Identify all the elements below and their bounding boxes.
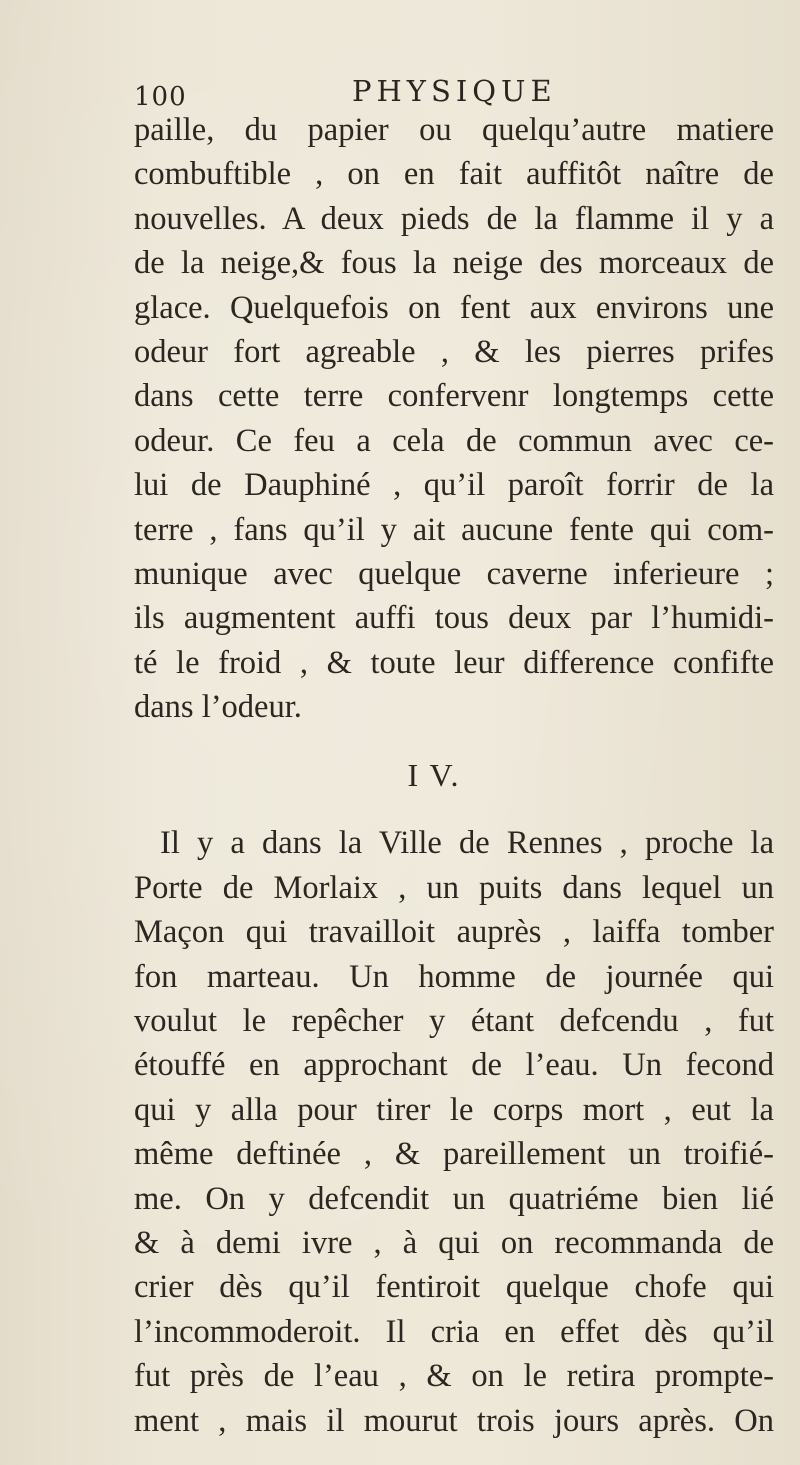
text-line: même deftinée , & pareillement un troifié- bbox=[134, 1136, 774, 1173]
text-line: & à demi ivre , à qui on recommanda de bbox=[134, 1224, 774, 1261]
text-line: Porte de Morlaix , un puits dans lequel un bbox=[134, 869, 774, 906]
text-line: paille, du papier ou quelqu’autre matiere bbox=[134, 112, 774, 148]
paragraph-2 bbox=[134, 821, 774, 1442]
text-line: fon marteau. Un homme de journée qui bbox=[134, 958, 774, 995]
text-line: glace. Quelquefois on fent aux environs une bbox=[134, 289, 774, 326]
text-line: munique avec quelque caverne inferieure ; bbox=[134, 555, 774, 592]
text-line: odeur fort agreable , & les pierres prifes bbox=[134, 333, 774, 370]
section-heading: I V. bbox=[407, 757, 461, 794]
paragraph-1 bbox=[134, 108, 774, 729]
text-line: Maçon qui travailloit auprès , laiffa tomber bbox=[134, 914, 774, 951]
text-line: étouffé en approchant de l’eau. Un fecond bbox=[134, 1047, 774, 1084]
text-line: qui y alla pour tirer le corps mort , eut la bbox=[134, 1091, 774, 1128]
text-line: Il y a dans la Ville de Rennes , proche la bbox=[160, 825, 774, 862]
text-line: terre , fans qu’il y ait aucune fente qui com- bbox=[134, 511, 774, 548]
text-line: voulut le repêcher y étant defcendu , fut bbox=[134, 1003, 774, 1040]
body-text bbox=[134, 108, 774, 1443]
text-line: nouvelles. A deux pieds de la flamme il y a bbox=[134, 200, 774, 237]
text-line: fut près de l’eau , & on le retira prompte- bbox=[134, 1358, 774, 1395]
text-line: dans cette terre confervenr longtemps cette bbox=[134, 378, 774, 415]
running-title: PHYSIQUE bbox=[352, 74, 557, 108]
text-line: l’incommoderoit. Il cria en effet dès qu’il bbox=[134, 1313, 774, 1350]
text-line: me. On y defcendit un quatriéme bien lié bbox=[134, 1180, 774, 1217]
text-line: ment , mais il mourut trois jours après. On bbox=[134, 1402, 774, 1439]
text-line: combuftible , on en fait auffitôt naître de bbox=[134, 156, 774, 193]
page-number: 100 bbox=[134, 82, 187, 112]
text-line: ils augmentent auffi tous deux par l’humidi- bbox=[134, 600, 774, 637]
text-line: crier dès qu’il fentiroit quelque chofe qui bbox=[134, 1269, 774, 1306]
text-line: dans l’odeur. bbox=[134, 689, 302, 726]
text-line: odeur. Ce feu a cela de commun avec ce- bbox=[134, 422, 774, 459]
text-line: de la neige,& fous la neige des morceaux de bbox=[134, 245, 774, 282]
text-line: té le froid , & toute leur difference confifte bbox=[134, 644, 774, 681]
text-line: lui de Dauphiné , qu’il paroît forrir de la bbox=[134, 467, 774, 504]
